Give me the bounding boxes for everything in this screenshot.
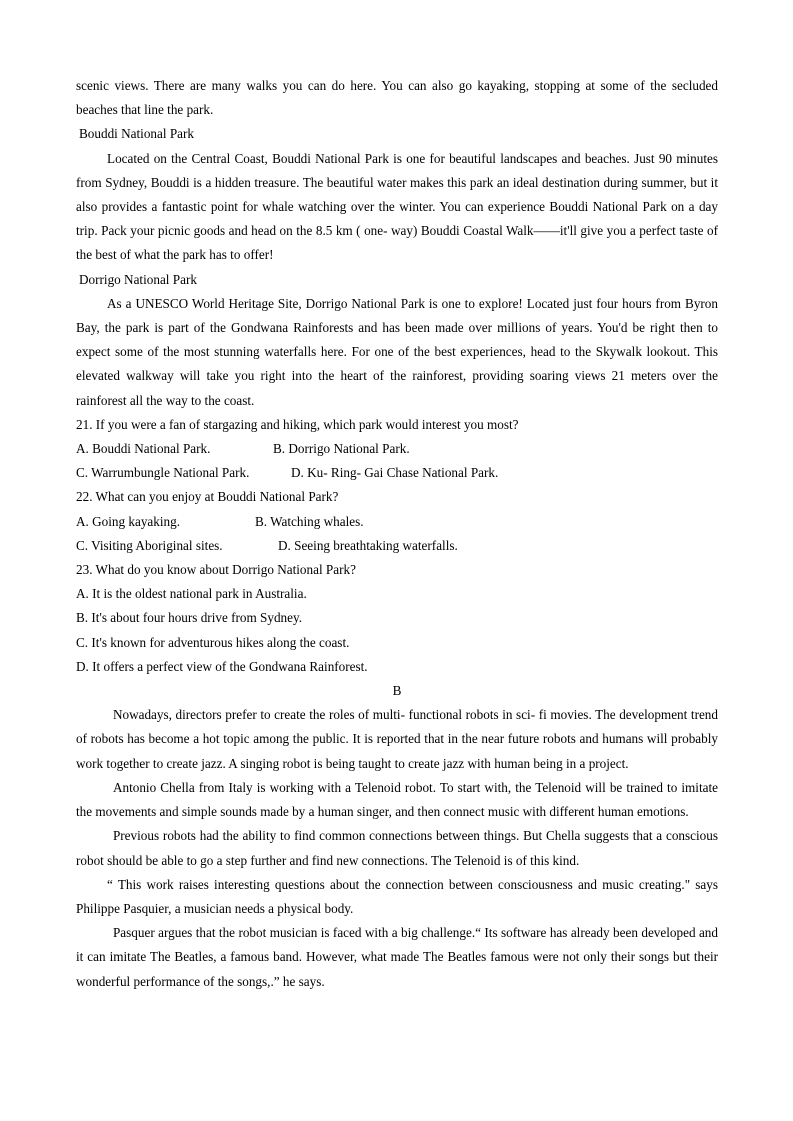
question-21-option-c: C. Warrumbungle National Park. <box>76 465 250 481</box>
bouddi-paragraph: Located on the Central Coast, Bouddi National Park is one for beautiful landscapes and beaches. Just 90 minutes from Sydney, Bouddi is a hidden treasure. The beautiful water makes this park an ideal destination during summer, but it also provides a fantastic point for whale watching over the winter. You can experience Bouddi National Park on a day trip. Pack your picnic goods and head on the 8.5 km ( one- way) Bouddi Coastal Walk——it'll give you a perfect taste of the best of what the park has to offer! <box>76 150 718 263</box>
question-22-options-row-2 <box>76 534 718 558</box>
question-22-option-d: D. Seeing breathtaking waterfalls. <box>278 537 458 553</box>
question-21-option-d: D. Ku- Ring- Gai Chase National Park. <box>291 465 499 481</box>
question-22-option-b: B. Watching whales. <box>255 513 364 529</box>
passage-b-label: B <box>392 683 402 699</box>
question-22-option-a: A. Going kayaking. <box>76 513 181 529</box>
passage-b-paragraph-3: Previous robots had the ability to find common connections between things. But Chella suggests that a conscious robot should be able to go a step further and find new connections. The Telenoid is of this kind. <box>76 828 718 868</box>
bouddi-heading: Bouddi National Park <box>79 126 195 142</box>
passage-b-paragraph-5: Pasquer argues that the robot musician is faced with a big challenge.“ Its software has already been developed and it can imitate The Beatles, a famous band. However, what made The Beatles famous were not only their songs but their wonderful performance of the songs,.” he says. <box>76 925 718 989</box>
question-22-option-c: C. Visiting Aboriginal sites. <box>76 537 223 553</box>
question-23-option-a: A. It is the oldest national park in Australia. <box>76 586 307 602</box>
question-21-stem: 21. If you were a fan of stargazing and hiking, which park would interest you most? <box>76 416 519 432</box>
question-23-option-c: C. It's known for adventurous hikes along the coast. <box>76 634 350 650</box>
question-21-option-a: A. Bouddi National Park. <box>76 441 211 457</box>
passage-b-paragraph-1: Nowadays, directors prefer to create the roles of multi- functional robots in sci- fi movies. The development trend of robots has become a hot topic among the public. It is reported that in the near future robots and humans will probably work together to create jazz. A singing robot is being taught to create jazz with human being in a project. <box>76 707 718 771</box>
question-22-stem: 22. What can you enjoy at Bouddi National Park? <box>76 489 339 505</box>
question-22-options-row-1 <box>76 510 718 534</box>
question-23-stem: 23. What do you know about Dorrigo National Park? <box>76 562 356 578</box>
passage-b-paragraph-2: Antonio Chella from Italy is working with a Telenoid robot. To start with, the Telenoid will be trained to imitate the movements and simple sounds made by a human singer, and then connect music with different human emotions. <box>76 779 718 820</box>
question-21-option-b: B. Dorrigo National Park. <box>273 441 410 457</box>
question-23-option-d: D. It offers a perfect view of the Gondwana Rainforest. <box>76 658 368 674</box>
question-21-options-row-1 <box>76 437 718 461</box>
dorrigo-heading: Dorrigo National Park <box>79 271 197 287</box>
question-23-option-b: B. It's about four hours drive from Sydney. <box>76 610 303 626</box>
passage-b-paragraph-4: “ This work raises interesting questions about the connection between consciousness and music creating." says Philippe Pasquier, a musician needs a physical body. <box>76 876 718 916</box>
dorrigo-paragraph: As a UNESCO World Heritage Site, Dorrigo National Park is one to explore! Located just four hours from Byron Bay, the park is part of the Gondwana Rainforests and has been made over millions of years. You'd be right then to expect some of the most stunning waterfalls here. For one of the best experiences, head to the Skywalk lookout. This elevated walkway will take you right into the heart of the rainforest, providing soaring views 21 meters over the rainforest all the way to the coast. <box>76 295 718 408</box>
passage-a-intro-tail: scenic views. There are many walks you can do here. You can also go kayaking, stopping at some of the secluded beaches that line the park. <box>76 78 718 118</box>
question-21-options-row-2 <box>76 461 718 485</box>
document-body <box>76 74 718 994</box>
